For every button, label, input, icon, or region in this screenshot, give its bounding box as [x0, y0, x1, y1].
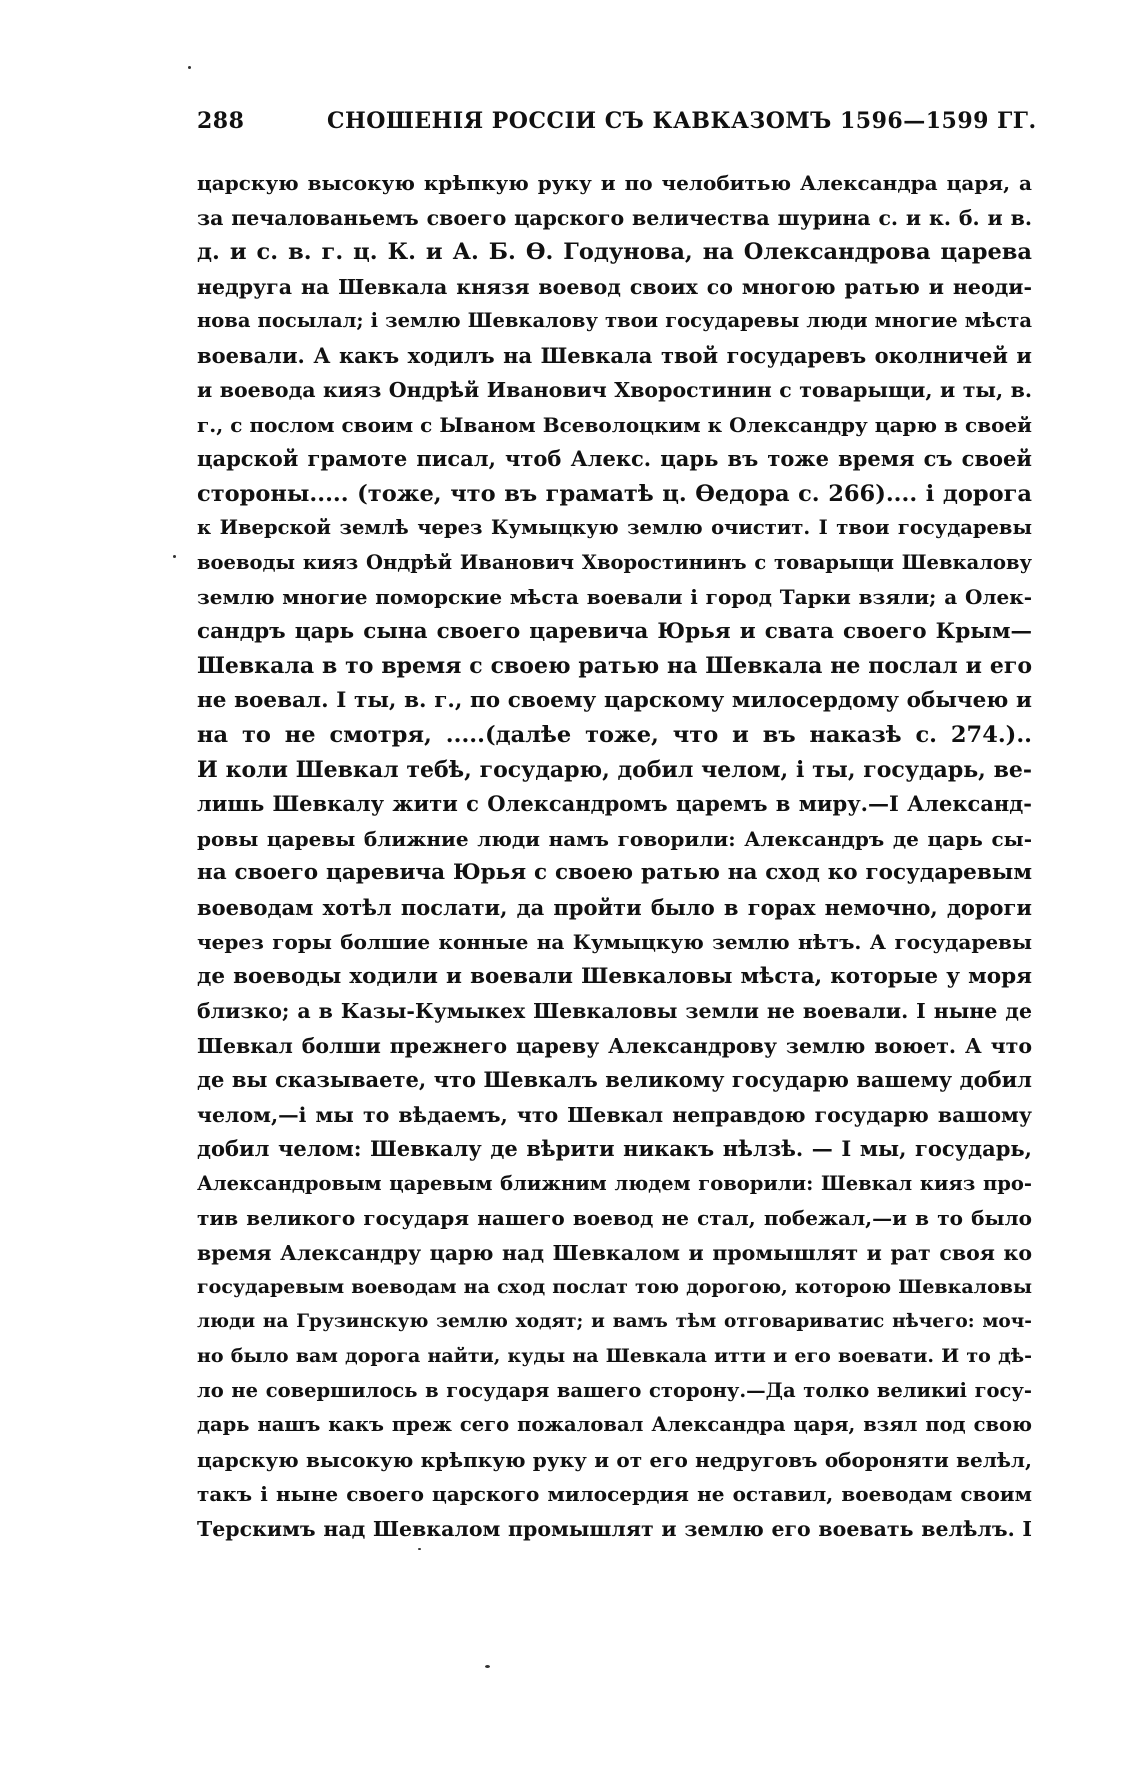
text-line: лишь Шевкалу жити с Олександромъ царемъ в миру.—І Александ-	[197, 791, 1032, 816]
text-line: на то не смотря, .....(далѣе тоже, что и въ наказѣ с. 274.)..	[197, 722, 1032, 748]
text-line: люди на Грузинскую землю ходят; и вамъ тѣм отговариватис нѣчего: моч-	[197, 1310, 1032, 1332]
scan-speck	[485, 1665, 490, 1668]
text-line: де воеводы ходили и воевали Шевкаловы мѣста, которые у моря	[197, 963, 1032, 989]
text-line: челом,—і мы то вѣдаемъ, что Шевкал неправдою государю вашому	[197, 1102, 1032, 1127]
text-line: добил челом: Шевкалу де вѣрити никакъ нѣлзѣ. — І мы, государь,	[197, 1136, 1032, 1161]
text-line: не воевал. І ты, в. г., по своему царскому милосердому обычею и	[197, 687, 1032, 713]
text-line: землю многие поморские мѣста воевали і город Тарки взяли; а Олек-	[197, 585, 1032, 609]
scan-speck	[173, 555, 176, 558]
text-line: государевым воеводам на сход послат тою дорогою, которою Шевкаловы	[197, 1276, 1032, 1298]
text-line: за печалованьемъ своего царского величества шурина с. и к. б. и в.	[197, 205, 1032, 230]
running-title: СНОШЕНІЯ РОССІИ СЪ КАВКАЗОМЪ 1596—1599 ГГ.	[327, 108, 1037, 134]
text-line: И коли Шевкал тебѣ, государю, добил челом, і ты, государь, ве-	[197, 756, 1032, 783]
text-line: Шевкала в то время с своею ратью на Шевкала не послал и его	[197, 653, 1032, 679]
text-line: д. и с. в. г. ц. К. и А. Б. Ѳ. Годунова, на Олександрова царева	[197, 239, 1032, 265]
text-line: Терскимъ над Шевкалом промышлят и землю его воевать велѣлъ. І	[197, 1516, 1032, 1541]
text-line: воеводы кияз Ондрѣй Иванович Хворостининъ с товарыщи Шевкалову	[197, 550, 1032, 574]
text-line: Шевкал болши прежнего цареву Александрову землю воюет. А что	[197, 1033, 1032, 1058]
scan-speck	[188, 66, 191, 69]
body-text	[197, 166, 1032, 1546]
text-line: г., с послом своим с Ываном Всеволоцким к Олександру царю в своей	[197, 412, 1032, 437]
text-line: царской грамоте писал, чтоб Алекс. царь въ тоже время съ своей	[197, 446, 1032, 471]
text-line: Александровым царевым ближним людем говорили: Шевкал кияз про-	[197, 1171, 1032, 1195]
text-line: ровы царевы ближние люди намъ говорили: Александръ де царь сы-	[197, 826, 1032, 851]
text-line: сандръ царь сына своего царевича Юрья и свата своего Крым—	[197, 618, 1032, 644]
text-line: царскую высокую крѣпкую руку и от его недруговъ обороняти велѣл,	[197, 1447, 1032, 1472]
text-line: но было вам дорога найти, куды на Шевкала итти и его воевати. И то дѣ-	[197, 1345, 1032, 1367]
text-line: к Иверской землѣ через Кумыцкую землю очистит. І твои государевы	[197, 516, 1032, 539]
page-header	[197, 108, 1037, 140]
text-line: тив великого государя нашего воевод не стал, побежал,—и в то было	[197, 1206, 1032, 1230]
text-line: дарь нашъ какъ преж сего пожаловал Александра царя, взял под свою	[197, 1413, 1032, 1436]
text-line: время Александру царю над Шевкалом и промышлят и рат своя ко	[197, 1240, 1032, 1265]
text-line: стороны..... (тоже, что въ граматѣ ц. Ѳедора с. 266).... і дорога	[197, 480, 1032, 507]
text-line: нова посылал; і землю Шевкалову твои государевы люди многие мѣста	[197, 309, 1032, 332]
text-line: воевали. А какъ ходилъ на Шевкала твой государевъ околничей и	[197, 342, 1032, 368]
page-number: 288	[197, 108, 245, 134]
text-line: и воевода кияз Ондрѣй Иванович Хворостинин с товарыщи, и ты, в.	[197, 378, 1032, 402]
text-line: де вы сказываете, что Шевкалъ великому государю вашему добил	[197, 1067, 1032, 1092]
text-line: царскую высокую крѣпкую руку и по челобитью Александра царя, а	[197, 171, 1032, 195]
text-line: такъ і ныне своего царского милосердия не оставил, воеводам своим	[197, 1482, 1032, 1506]
text-line: близко; а в Казы-Кумыкех Шевкаловы земли не воевали. І ныне де	[197, 999, 1032, 1023]
text-line: через горы болшие конные на Кумыцкую землю нѣтъ. А государевы	[197, 930, 1032, 954]
text-line: ло не совершилось в государя вашего сторону.—Да толко великиі госу-	[197, 1378, 1032, 1402]
text-line: на своего царевича Юрья с своею ратью на сход ко государевым	[197, 860, 1032, 885]
text-line: недруга на Шевкала князя воевод своих со многою ратью и неоди-	[197, 274, 1032, 299]
scan-speck	[418, 1548, 421, 1550]
text-line: воеводам хотѣл послати, да пройти было в горах немочно, дороги	[197, 894, 1032, 920]
